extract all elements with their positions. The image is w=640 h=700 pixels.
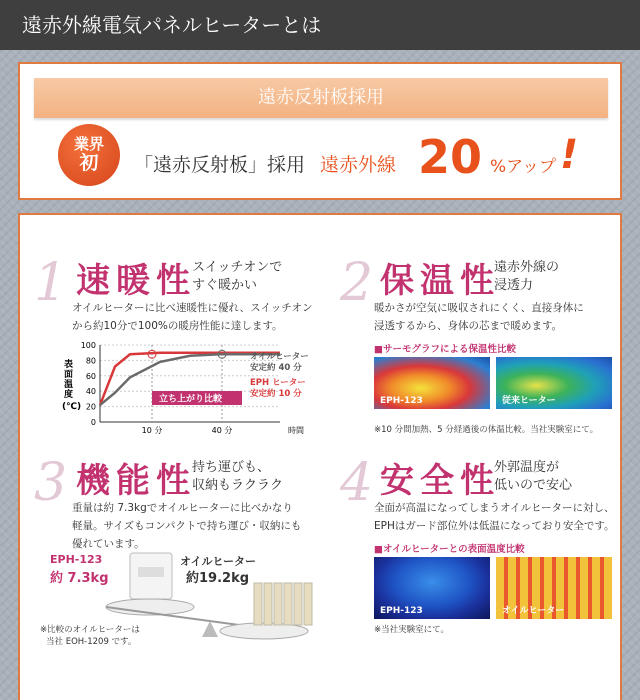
x-tick-label: 10 分 [141,426,163,435]
badge-line2: 初 [79,152,99,174]
y-tick-label: 20 [85,402,96,412]
oil-surface-thermograph [496,557,612,619]
comparison-box-label: 立ち上がり比較 [159,394,223,405]
eph-thermo-caption: EPH-123 [380,396,423,406]
eph-surface-thermograph [374,557,490,619]
s4-body-2: EPHはガード部位外は低温になっており安全です。 [374,520,615,532]
s4-title: 安全性 [380,461,500,501]
s2-body-1: 暖かさが空気に吸収されにくく、直接身体に [374,302,584,314]
s3-body-3: 優れています。 [72,538,145,550]
oil-weight-label: オイルヒーター [180,555,257,568]
s4-subtitle-1: 外郭温度が [494,460,560,475]
eph-surface-caption: EPH-123 [380,606,423,616]
s2-subtitle-1: 遠赤外線の [494,260,560,275]
s2-heading: ■サーモグラフによる保温性比較 [374,344,516,355]
x-tick-label: 40 分 [211,426,233,435]
y-tick-label: 80 [85,356,96,366]
s4-note: ※当社実験室にて。 [374,625,449,635]
percent-number: 20 [418,130,483,184]
exclamation: ! [560,132,579,178]
s3-body-1: 重量は約 7.3kgでオイルヒーターに比べかなり [72,502,293,514]
s4-body-1: 全面が高温になってしまうオイルヒーターに対し、 [374,502,615,514]
page-header: 遠赤外線電気パネルヒーターとは [0,0,640,50]
s3-subtitle-2: 収納もラクラク [192,478,284,493]
s2-note: ※10 分間加熱、5 分経過後の体温比較。当社実験室にて。 [374,425,599,435]
oil-weight-value: 約19.2kg [186,571,250,586]
s3-note-1: ※比較のオイルヒーターは [40,625,140,635]
s3-number: 3 [34,453,68,513]
s3-note-2: 当社 EOH-1209 です。 [46,637,137,647]
scale-pivot [202,621,218,637]
conventional-thermograph [496,357,612,409]
y-axis-label: 表面温度(℃) [62,360,82,412]
s2-title: 保温性 [380,261,500,301]
s4-subtitle-2: 低いので安心 [494,478,573,493]
eph-heater-panel [138,567,164,577]
percent-up-text: %アップ [490,157,556,177]
oil-label-2: 安定約 40 分 [250,363,302,373]
y-tick-label: 100 [80,341,96,350]
conventional-thermo-caption: 従来ヒーター [502,396,556,406]
oil-heater-image [254,583,312,625]
s1-title: 速暖性 [76,261,196,301]
warmup-chart [60,337,330,437]
s1-number: 1 [34,253,68,313]
s1-subtitle-2: すぐ暖かい [192,278,258,293]
eph-label-1: EPH ヒーター [250,378,306,388]
s4-number: 4 [340,453,374,513]
industry-first-badge [58,124,120,186]
s1-subtitle-1: スイッチオンで [192,260,283,275]
s1-body-1: オイルヒーターに比べ速暖性に優れ、スイッチオン [72,302,313,314]
s1-body-2: から約10分で100%の暖房性能に達します。 [72,320,283,332]
s3-body-2: 軽量。サイズもコンパクトで持ち運び・収納にも [72,520,302,532]
s2-body-2: 浸透するから、身体の芯まで暖めます。 [374,320,563,332]
y-tick-label: 60 [85,371,96,381]
eph-weight-label: EPH-123 [50,553,103,566]
y-tick-label: 40 [85,387,96,397]
reflector-banner: 遠赤反射板採用 [34,78,608,118]
top-panel [18,62,622,200]
x-axis-unit: 時間 [288,426,304,435]
oil-surface-caption: オイルヒーター [502,606,565,616]
reflector-text: 「遠赤反射板」採用 [134,154,306,176]
s3-title: 機能性 [76,461,196,501]
s2-number: 2 [340,253,374,313]
badge-line1: 業界 [73,135,104,153]
eph-label-2: 安定約 10 分 [250,389,302,399]
s3-subtitle-1: 持ち運びも、 [192,460,271,475]
s4-heading: ■オイルヒーターとの表面温度比較 [374,544,525,555]
eph-weight-value: 約 7.3kg [50,571,109,586]
far-infrared-label: 遠赤外線 [320,154,397,176]
oil-label-1: オイルヒーター [250,352,309,362]
eph-thermograph [374,357,490,409]
s2-subtitle-2: 浸透力 [494,278,534,293]
features-panel [18,213,622,700]
y-tick-label: 0 [90,418,96,427]
